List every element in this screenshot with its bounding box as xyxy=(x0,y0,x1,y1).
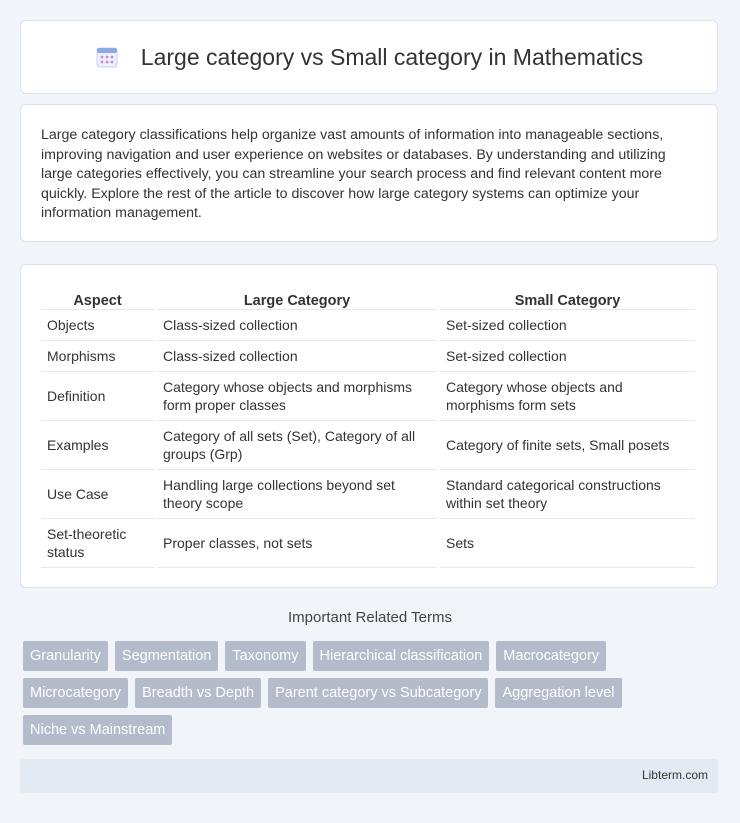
table-cell: Set-sized collection xyxy=(440,310,695,341)
footer xyxy=(20,759,718,793)
related-term-tag[interactable]: Aggregation level xyxy=(495,678,621,708)
table-cell: Proper classes, not sets xyxy=(157,519,437,568)
table-cell: Standard categorical constructions within set theory xyxy=(440,470,695,519)
table-cell: Sets xyxy=(440,519,695,568)
calendar-grid-icon xyxy=(95,45,119,69)
table-cell: Set-theoretic status xyxy=(41,519,154,568)
table-cell: Class-sized collection xyxy=(157,341,437,372)
table-cell: Category of finite sets, Small posets xyxy=(440,421,695,470)
related-term-tag[interactable]: Taxonomy xyxy=(225,641,305,671)
table-header-row xyxy=(41,285,695,310)
related-term-tag[interactable]: Microcategory xyxy=(23,678,128,708)
footer-site-link[interactable]: Libterm.com xyxy=(641,768,708,782)
comparison-card xyxy=(20,264,718,588)
table-cell: Category whose objects and morphisms form proper classes xyxy=(157,372,437,421)
related-term-tag[interactable]: Hierarchical classification xyxy=(313,641,490,671)
table-cell: Examples xyxy=(41,421,154,470)
related-term-tag[interactable]: Breadth vs Depth xyxy=(135,678,261,708)
table-row xyxy=(41,421,695,470)
table-cell: Definition xyxy=(41,372,154,421)
header-large-category: Large Category xyxy=(157,285,437,310)
table-cell: Objects xyxy=(41,310,154,341)
related-term-tag[interactable]: Segmentation xyxy=(115,641,218,671)
title-card xyxy=(20,20,718,94)
intro-text: Large category classifications help organize vast amounts of information into manageable sections, improving navigation and user experience on websites or databases. By understanding and utilizing large categories effectively, you can streamline your search process and find relevant content more quickly. Explore the rest of the article to discover how large category systems can optimize your information management. xyxy=(41,127,666,222)
related-term-tag[interactable]: Macrocategory xyxy=(496,641,606,671)
header-small-category: Small Category xyxy=(440,285,695,310)
table-row xyxy=(41,310,695,341)
comparison-table xyxy=(38,285,698,568)
table-cell: Use Case xyxy=(41,470,154,519)
table-cell: Handling large collections beyond set theory scope xyxy=(157,470,437,519)
intro-card xyxy=(20,104,718,242)
table-cell: Set-sized collection xyxy=(440,341,695,372)
table-cell: Morphisms xyxy=(41,341,154,372)
related-term-tag[interactable]: Niche vs Mainstream xyxy=(23,715,172,745)
table-row xyxy=(41,372,695,421)
table-cell: Category whose objects and morphisms form sets xyxy=(440,372,695,421)
related-term-tag[interactable]: Parent category vs Subcategory xyxy=(268,678,488,708)
related-term-tag[interactable]: Granularity xyxy=(23,641,108,671)
table-cell: Category of all sets (Set), Category of all groups (Grp) xyxy=(157,421,437,470)
table-row xyxy=(41,519,695,568)
table-cell: Class-sized collection xyxy=(157,310,437,341)
header-aspect: Aspect xyxy=(41,285,154,310)
related-terms-list xyxy=(23,641,723,752)
table-row xyxy=(41,341,695,372)
page-title: Large category vs Small category in Mathematics xyxy=(140,43,644,70)
related-terms-title: Important Related Terms xyxy=(288,609,452,626)
table-row xyxy=(41,470,695,519)
